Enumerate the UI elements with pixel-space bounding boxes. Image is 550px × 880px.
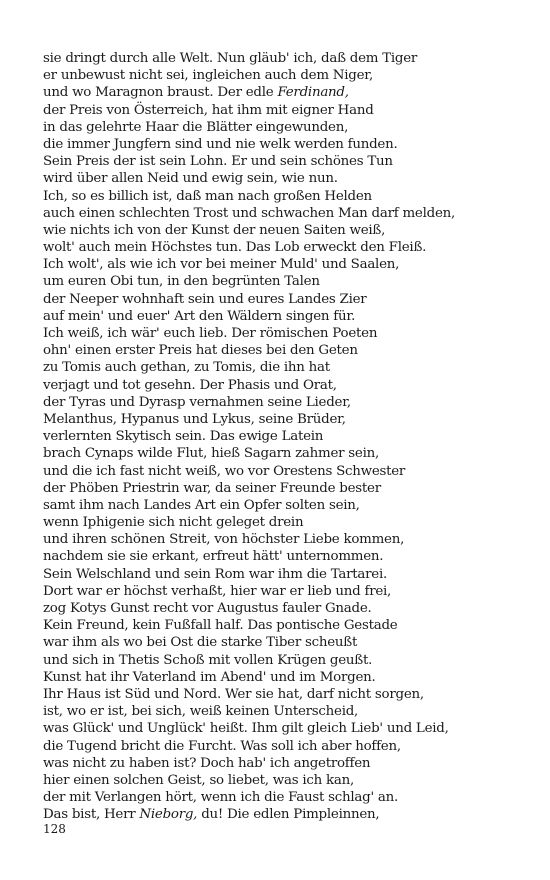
line-text: die Tugend bricht die Furcht. Was soll ich aber hoffen, [43,738,401,754]
line-text: was nicht zu haben ist? Doch hab' ich angetroffen [43,755,371,771]
line-text: ist, wo er ist, bei sich, weiß keinen Unterscheid, [43,704,359,720]
poem-line [43,789,523,806]
poem-line [43,669,523,686]
poem-line [43,239,523,256]
poem-line [43,652,523,669]
line-text: zog Kotys Gunst recht vor Augustus fauler Gnade. [43,601,372,616]
line-text: und sich in Thetis Schoß mit vollen Krügen geußt. [43,652,373,668]
poem-line [43,686,523,703]
poem-line [43,188,523,205]
poem-line [43,497,523,514]
poem-line [43,566,523,583]
line-text: der Phöben Priestrin war, da seiner Freunde bester [43,480,381,496]
line-text: verjagt und tot gesehn. Der Phasis und Orat, [43,377,337,393]
poem-line [43,84,523,101]
line-text: sie dringt durch alle Welt. Nun gläub' ich, daß dem Tiger [43,51,418,66]
poem-line [43,102,523,119]
page-number: 128 [43,822,66,836]
line-text: Kein Freund, kein Fußfall half. Das pontische Gestade [43,618,398,634]
line-text: brach Cynaps wilde Flut, hieß Sagarn zahmer sein, [43,446,380,462]
poem-line [43,531,523,548]
poem-text [43,50,523,823]
poem-line [43,325,523,342]
line-text: in das gelehrte Haar die Blätter eingewunden, [43,119,349,135]
poem-line [43,222,523,239]
line-text: der Tyras und Dyrasp vernahmen seine Lieder, [43,394,351,410]
line-text: hier einen solchen Geist, so liebet, was ich kan, [43,772,354,788]
line-text: auch einen schlechten Trost und schwachen Man darf melden, [43,205,456,221]
poem-line [43,342,523,359]
line-text: Kunst hat ihr Vaterland im Abend' und im Morgen. [43,669,376,685]
poem-line [43,720,523,737]
line-text: und wo Maragnon braust. Der edle [43,85,278,101]
line-text: wie nichts ich von der Kunst der neuen Saiten weiß, [43,222,386,238]
poem-line [43,136,523,153]
line-text: wenn Iphigenie sich nicht geleget drein [43,515,304,531]
poem-line [43,806,523,823]
line-text: und ihren schönen Streit, von höchster Liebe kommen, [43,532,405,548]
line-text: ohn' einen erster Preis hat dieses bei den Geten [43,343,358,359]
line-text: der Preis von Österreich, hat ihm mit eigner Hand [43,102,374,118]
line-text: Ich, so es billich ist, daß man nach großen Helden [43,188,372,204]
poem-line [43,170,523,187]
line-text: du! Die edlen Pimpleinnen, [197,807,380,823]
poem-line [43,377,523,394]
poem-line [43,548,523,565]
line-text: was Glück' und Unglück' heißt. Ihm gilt gleich Lieb' und Leid, [43,721,449,737]
poem-line [43,273,523,290]
line-text: der mit Verlangen hört, wenn ich die Faust schlag' an. [43,790,399,806]
poem-line [43,308,523,325]
line-text: zu Tomis auch gethan, zu Tomis, die ihn hat [43,360,330,376]
poem-line [43,411,523,428]
poem-line [43,50,523,67]
poem-line [43,153,523,170]
line-text: war ihm als wo bei Ost die starke Tiber scheußt [43,635,358,651]
poem-line [43,600,523,617]
line-text: Sein Preis der ist sein Lohn. Er und sein schönes Tun [43,154,393,170]
italic-name: Ferdinand, [277,85,349,101]
poem-line [43,205,523,222]
poem-line [43,428,523,445]
line-text: wird über allen Neid und ewig sein, wie nun. [43,171,338,187]
poem-line [43,445,523,462]
poem-line [43,772,523,789]
line-text: nachdem sie sie erkant, erfreut hätt' unternommen. [43,549,384,565]
line-text: Melanthus, Hypanus und Lykus, seine Brüder, [43,411,346,427]
italic-name: Nieborg, [139,807,198,823]
line-text: Ihr Haus ist Süd und Nord. Wer sie hat, darf nicht sorgen, [43,686,424,702]
poem-line [43,119,523,136]
poem-line [43,67,523,84]
poem-line [43,617,523,634]
poem-line [43,480,523,497]
poem-line [43,359,523,376]
poem-line [43,755,523,772]
line-text: die immer Jungfern sind und nie welk werden funden. [43,136,398,152]
line-text: Sein Welschland und sein Rom war ihm die Tartarei. [43,566,387,582]
line-text: der Neeper wohnhaft sein und eures Landes Zier [43,291,367,307]
line-text: Ich weiß, ich wär' euch lieb. Der römischen Poeten [43,326,378,341]
line-text: um euren Obi tun, in den begrünten Talen [43,274,320,290]
line-text: auf mein' und euer' Art den Wäldern singen für. [43,308,356,324]
line-text: und die ich fast nicht weiß, wo vor Orestens Schwester [43,463,406,479]
poem-line [43,583,523,600]
line-text: Dort war er höchst verhaßt, hier war er lieb und frei, [43,583,392,599]
poem-line [43,463,523,480]
line-text: wolt' auch mein Höchstes tun. Das Lob erweckt den Fleiß. [43,240,427,256]
line-text: Das bist, Herr [43,807,140,823]
poem-line [43,514,523,531]
poem-line [43,256,523,273]
line-text: verlernten Skytisch sein. Das ewige Latein [43,429,324,445]
poem-line [43,394,523,411]
line-text: er unbewust nicht sei, ingleichen auch dem Niger, [43,68,373,84]
poem-line [43,738,523,755]
poem-line [43,634,523,651]
poem-line [43,703,523,720]
line-text: samt ihm nach Landes Art ein Opfer solten sein, [43,497,360,513]
poem-line [43,291,523,308]
line-text: Ich wolt', als wie ich vor bei meiner Muld' und Saalen, [43,257,400,273]
